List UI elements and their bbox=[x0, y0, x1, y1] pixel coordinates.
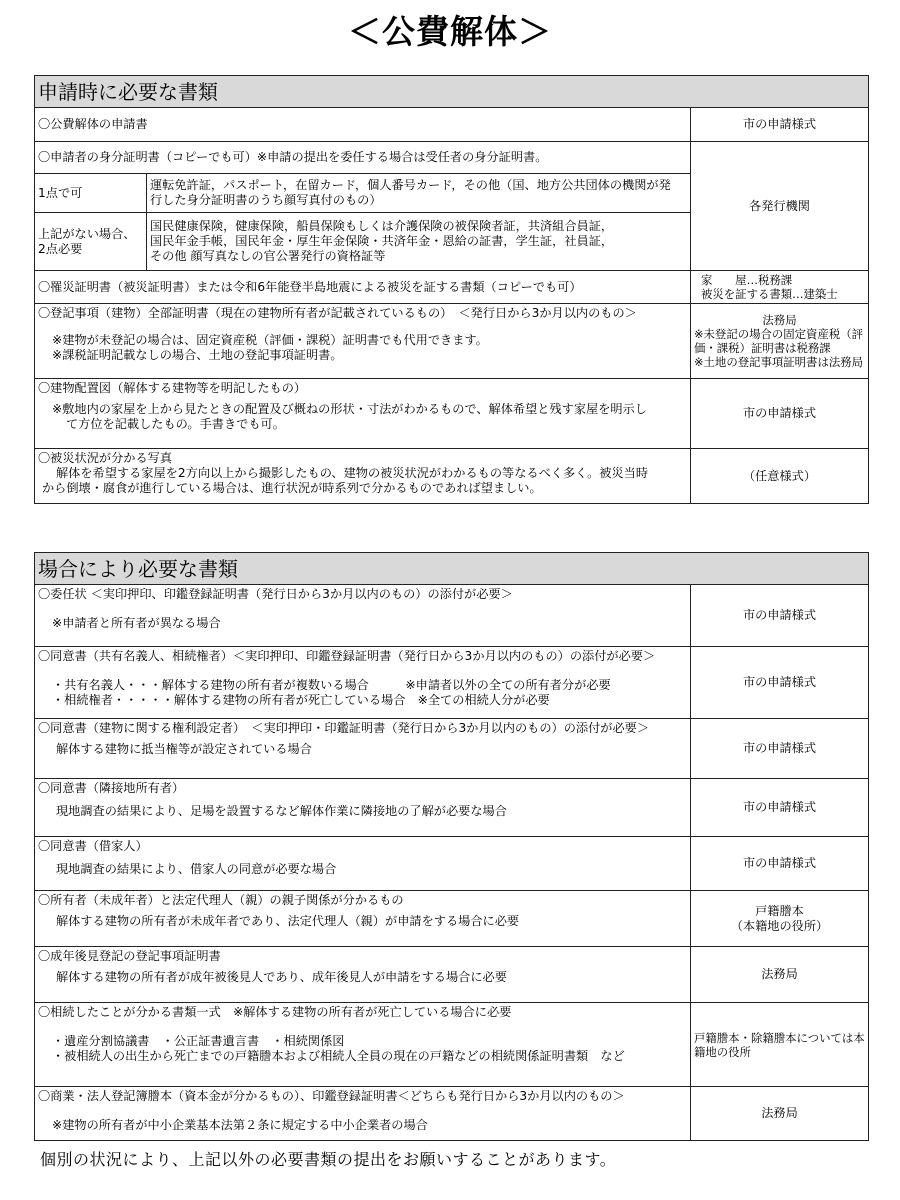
row-minor-text bbox=[35, 891, 691, 947]
row-inheritance-text bbox=[35, 1003, 691, 1087]
text-line: 〇同意書（借家人） bbox=[38, 839, 148, 853]
table-row bbox=[35, 271, 869, 304]
row-application-text: 〇公費解体の申請書 bbox=[35, 108, 691, 142]
row-minor-issuer bbox=[691, 891, 869, 947]
text-line: 〇委任状 ＜実印押印、印鑑登録証明書（発行日から3か月以内のもの）の添付が必要＞ bbox=[38, 587, 513, 601]
row-identity-issuer: 各発行機関 bbox=[691, 142, 869, 271]
text-line: 戸籍謄本 bbox=[755, 903, 804, 918]
row-photos-issuer: （任意様式） bbox=[691, 449, 869, 504]
text-line: ・遺産分割協議書 ・公正証書遺言書 ・相続関係図 bbox=[52, 1034, 345, 1048]
text-line: ・被相続人の出生から死亡までの戸籍謄本および相続人全員の現在の戸籍などの相続関係証明書類 など bbox=[52, 1049, 625, 1063]
text-line: ※土地の登記事項証明書は法務局 bbox=[694, 355, 864, 369]
footer-note: 個別の状況により、上記以外の必要書類の提出をお願いすることがあります。 bbox=[40, 1150, 617, 1169]
text-line: 法務局 bbox=[762, 313, 797, 327]
row-proxy-issuer: 市の申請様式 bbox=[691, 585, 869, 647]
text-line: ※敷地内の家屋を上から見たときの配置及び概ねの形状・寸法がわかるもので、解体希望と残す家屋を明示し bbox=[52, 402, 647, 416]
identity-option1-text bbox=[147, 174, 691, 213]
row-layout-text bbox=[35, 379, 691, 449]
row-identity-text: 〇申請者の身分証明書（コピーでも可）※申請の提出を委任する場合は受任者の身分証明書。 bbox=[35, 142, 691, 174]
table-row bbox=[35, 837, 869, 891]
text-line: 家 屋…税務課 bbox=[701, 273, 793, 287]
spacer bbox=[38, 796, 687, 804]
table-row bbox=[35, 1003, 869, 1087]
row-inheritance-issuer: 戸籍謄本・除籍謄本については本籍地の役所 bbox=[691, 1003, 869, 1087]
text-line: 運転免許証，パスポート，在留カード，個人番号カード，その他（国、地方公共団体の機関が発 bbox=[150, 178, 671, 192]
row-layout-issuer: 市の申請様式 bbox=[691, 379, 869, 449]
section-header: 場合により必要な書類 bbox=[35, 553, 869, 585]
text-line: 〇同意書（隣接地所有者） bbox=[38, 781, 185, 795]
spacer bbox=[38, 1104, 687, 1118]
spacer bbox=[38, 854, 687, 862]
row-consent-tenant-issuer: 市の申請様式 bbox=[691, 837, 869, 891]
text-line: 現地調査の結果により、足場を設置するなど解体作業に隣接地の了解が必要な場合 bbox=[56, 804, 507, 818]
text-line: 〇同意書（建物に関する権利設定者） ＜実印押印・印鑑証明書（発行日から3か月以内のもの）の添付が必要＞ bbox=[38, 721, 650, 735]
text-line: 〇成年後見登記の登記事項証明書 bbox=[38, 949, 221, 963]
text-line: 〇被災状況が分かる写真 bbox=[38, 451, 173, 465]
row-consent-co-issuer: 市の申請様式 bbox=[691, 647, 869, 719]
text-line: 国民年金手帳，国民年金・厚生年金保険・共済年金・恩給の証書，学生証，社員証， bbox=[150, 234, 614, 248]
table-row bbox=[35, 585, 869, 647]
page-title: ＜公費解体＞ bbox=[348, 12, 552, 51]
text-line: （本籍地の役所） bbox=[730, 918, 829, 933]
text-line: ※申請者と所有者が異なる場合 bbox=[52, 616, 221, 630]
conditional-documents-table bbox=[34, 552, 869, 1141]
text-line: ・共有名義人・・・解体する建物の所有者が複数いる場合 ※申請者以外の全ての所有者分が必要 bbox=[52, 678, 611, 692]
row-registry-text bbox=[35, 304, 691, 379]
row-consent-rights-issuer: 市の申請様式 bbox=[691, 719, 869, 779]
text-line: 〇相続したことが分かる書類一式 ※解体する建物の所有者が死亡している場合に必要 bbox=[38, 1005, 512, 1019]
row-guardian-issuer: 法務局 bbox=[691, 947, 869, 1003]
text-line: 〇建物配置図（解体する建物等を明記したもの） bbox=[38, 381, 307, 395]
text-line: 解体を希望する家屋を2方向以上から撮影したもの、建物の被災状況がわかるもの等なるべく多く。被災当時 bbox=[56, 466, 649, 480]
text-line: 上記がない場合、 bbox=[38, 226, 136, 241]
row-registry-issuer bbox=[691, 304, 869, 379]
row-consent-neighbor-text bbox=[35, 779, 691, 837]
row-disaster-issuer bbox=[691, 271, 869, 304]
spacer bbox=[38, 321, 687, 333]
text-line: 解体する建物の所有者が未成年者であり、法定代理人（親）が申請をする場合に必要 bbox=[56, 914, 520, 928]
row-guardian-text bbox=[35, 947, 691, 1003]
text-line: 行した身分証明書のうち顔写真付のもの） bbox=[150, 193, 382, 207]
table-row bbox=[35, 891, 869, 947]
row-application-issuer: 市の申請様式 bbox=[691, 108, 869, 142]
text-line: 国民健康保険，健康保険，船員保険もしくは介護保険の被保険者証，共済組合員証， bbox=[150, 219, 614, 233]
row-photos-text bbox=[35, 449, 691, 504]
text-line: て方位を記載したもの。手書きでも可。 bbox=[66, 417, 285, 431]
table-row bbox=[35, 108, 869, 142]
row-consent-rights-text bbox=[35, 719, 691, 779]
text-line: 〇所有者（未成年者）と法定代理人（親）の親子関係が分かるもの bbox=[38, 893, 404, 907]
row-corporate-issuer: 法務局 bbox=[691, 1087, 869, 1141]
row-consent-neighbor-issuer: 市の申請様式 bbox=[691, 779, 869, 837]
row-proxy-text bbox=[35, 585, 691, 647]
text-line: ・相続権者・・・・・解体する建物の所有者が死亡している場合 ※全ての相続人分が必要 bbox=[52, 693, 550, 707]
table-row bbox=[35, 142, 869, 174]
text-line: 被災を証する書類…建築士 bbox=[701, 287, 838, 301]
text-line: から倒壊・腐食が進行している場合は、進行状況が時系列で分かるものであれば望ましい。 bbox=[42, 481, 542, 495]
text-line: 現地調査の結果により、借家人の同意が必要な場合 bbox=[56, 862, 337, 876]
row-consent-tenant-text bbox=[35, 837, 691, 891]
text-line: ※建物の所有者が中小企業基本法第２条に規定する中小企業者の場合 bbox=[52, 1118, 428, 1132]
row-disaster-text: 〇罹災証明書（被災証明書）または令和6年能登半島地震による被災を証する書類（コピーでも可） bbox=[35, 271, 691, 304]
identity-option1-label: 1点で可 bbox=[35, 174, 147, 213]
row-corporate-text bbox=[35, 1087, 691, 1141]
table-row bbox=[35, 379, 869, 449]
identity-option2-label bbox=[35, 213, 147, 271]
table-row bbox=[35, 647, 869, 719]
required-documents-table bbox=[34, 75, 869, 504]
spacer bbox=[38, 1020, 687, 1034]
table-row bbox=[35, 779, 869, 837]
table-row bbox=[35, 449, 869, 504]
text-line: その他 顔写真なしの官公署発行の資格証等 bbox=[150, 249, 386, 263]
identity-option2-text bbox=[147, 213, 691, 271]
row-consent-co-text bbox=[35, 647, 691, 719]
text-line: 〇商業・法人登記簿謄本（資本金が分かるもの）、印鑑登録証明書＜どちらも発行日から3か月以内のもの＞ bbox=[38, 1089, 625, 1103]
table-row bbox=[35, 304, 869, 379]
text-line: 〇同意書（共有名義人、相続権者）＜実印押印、印鑑登録証明書（発行日から3か月以内のもの）の添付が必要＞ bbox=[38, 649, 656, 663]
text-line: ※建物が未登記の場合は、固定資産税（評価・課税）証明書でも代用できます。 bbox=[52, 333, 488, 347]
text-line: ※未登記の場合の固定資産税（評価・課税）証明書は税務課 bbox=[694, 327, 864, 355]
spacer bbox=[38, 664, 687, 678]
text-line: 2点必要 bbox=[38, 241, 83, 256]
table-row bbox=[35, 947, 869, 1003]
text-line: 解体する建物に抵当権等が設定されている場合 bbox=[56, 742, 312, 756]
table-row bbox=[35, 719, 869, 779]
text-line: 〇登記事項（建物）全部証明書（現在の建物所有者が記載されているもの） ＜発行日から3か月以内のもの＞ bbox=[38, 306, 637, 320]
spacer bbox=[38, 602, 687, 616]
section-header: 申請時に必要な書類 bbox=[35, 76, 869, 108]
text-line: 解体する建物の所有者が成年被後見人であり、成年後見人が申請をする場合に必要 bbox=[56, 970, 507, 984]
text-line: ※課税証明記載なしの場合、土地の登記事項証明書。 bbox=[52, 348, 343, 362]
table-row bbox=[35, 1087, 869, 1141]
